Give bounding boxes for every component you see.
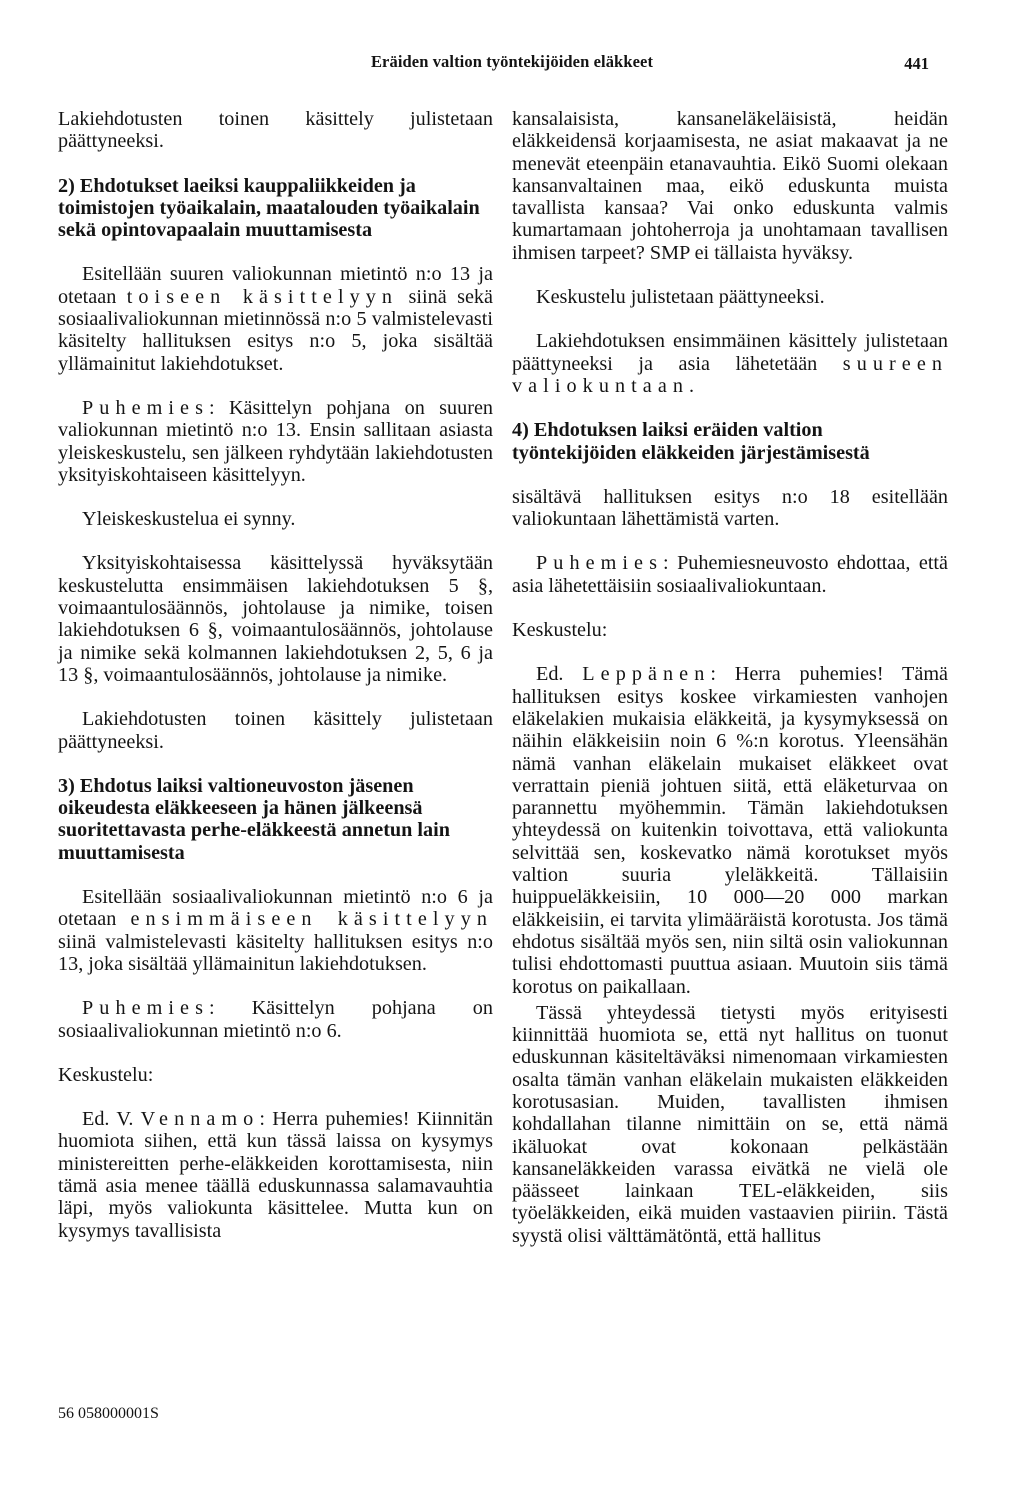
spaced-text: suureen valiokuntaan bbox=[512, 352, 948, 397]
discussion-label: Keskustelu: bbox=[58, 1063, 154, 1086]
text: . bbox=[689, 374, 695, 397]
text: Ed. V. bbox=[82, 1108, 141, 1131]
speaker-name: Puhemies bbox=[536, 552, 663, 575]
discussion-label: Keskustelu: bbox=[512, 619, 608, 642]
text: : Käsittelyn pohjana on sosiaalivaliokunnan mietintö n:o 6. bbox=[58, 997, 493, 1042]
paragraph bbox=[58, 997, 493, 1042]
speaker-name: Puhemies bbox=[82, 997, 209, 1020]
paragraph: kansalaisista, kansaneläkeläisistä, heidän eläkkeidensä korjaamisesta, ne asiat makaavat ja ne menevät eteenpäin etanavauhtia. Eikö Suomi olekaan kansanvaltainen maa, eikö eduskunta muista tavallista kansaa? Vai onko eduskunta valmis kumartamaan johtoherroja ja unohtamaan tavallisen ihmisen tarpeet? SMP ei tällaista hyväksy. bbox=[512, 108, 948, 264]
paragraph bbox=[58, 397, 493, 486]
paragraph: Yksityiskohtaisessa käsittelyssä hyväksytään keskustelutta ensimmäisen lakiehdotuksen 5 §, voimaantulosäännös, johtolause ja nimike, toisen lakiehdotuksen 6 §, voimaantulosäännös, johtolause ja nimike sekä kolmannen lakiehdotuksen 2, 5, 6 ja 13 §, voimaantulosäännös, johtolause ja nimike. bbox=[58, 552, 493, 686]
paragraph bbox=[58, 886, 493, 975]
paragraph bbox=[512, 330, 948, 397]
paragraph: Keskustelu julistetaan päättyneeksi. bbox=[536, 286, 825, 309]
speaker-name: Leppänen bbox=[582, 663, 711, 686]
paragraph bbox=[512, 663, 948, 997]
spaced-text: ensimmäiseen käsittelyyn bbox=[130, 908, 493, 931]
right-column bbox=[512, 108, 948, 1269]
running-title: Eräiden valtion työntekijöiden eläkkeet bbox=[370, 52, 654, 71]
page-number: 441 bbox=[904, 54, 929, 73]
spaced-text: toiseen käsittelyyn bbox=[126, 285, 399, 308]
paragraph bbox=[58, 263, 493, 374]
text: : Käsittelyn pohjana on suuren valiokunnan mietintö n:o 13. Ensin sallitaan asiasta yleiskeskustelu, sen jälkeen ryhdytään lakiehdotusten yksityiskohtaiseen käsittelyyn. bbox=[58, 396, 493, 486]
speaker-name: Vennamo bbox=[140, 1108, 260, 1131]
paragraph: Lakiehdotusten toinen käsittely julistetaan päättyneeksi. bbox=[58, 708, 493, 753]
section-heading: 2) Ehdotukset laeiksi kauppaliikkeiden ja toimistojen työaikalain, maatalouden työaikalain sekä opintovapaalain muuttamisesta bbox=[58, 174, 480, 242]
paragraph: Yleiskeskustelua ei synny. bbox=[82, 508, 296, 531]
page-header bbox=[0, 52, 1024, 82]
section-heading: 4) Ehdotuksen laiksi eräiden valtion työntekijöiden eläkkeiden järjestämisestä bbox=[512, 419, 870, 464]
text: Esitellään suuren valiokunnan mietintö n:o 13 ja otetaan bbox=[58, 263, 493, 308]
footer-signature: 56 058000001S bbox=[58, 1405, 159, 1422]
text: : Herra puhemies! Tämä hallituksen esitys koskee virkamiesten vanhojen eläkelakien mukaisia eläkkeitä, ja kysymyksessä on näihin eläkkeisiin noin 6 %:n korotus. Yleensähän nämä vanhan eläkelain mukaiset eläkkeet ovat verrattain pieniä johtuen siitä, että eläketurvaa on parannettu myöhemmin. Tämän lakiehdotuksen yhteydessä on kuitenkin toivottava, että valiokunta selvittää sen, koskevatko nämä korotukset myös valtion suuria yleläkkeitä. Tällaisiin huippueläkkeisiin, 10 000—20 000 markan eläkkeisiin, ei tarvita ylimääräistä korotusta. Jos tämä ehdotus sisältää myös sen, niin siltä osin valiokunnan tulisi ehdottomasti puuttua asiaan. Muutoin siis tämä korotus on paikallaan. bbox=[512, 663, 948, 998]
text: Ed. bbox=[536, 663, 583, 686]
text: siinä valmistelevasti käsitelty hallituksen esitys n:o 13, joka sisältää yllämainitun lakiehdotuksen. bbox=[58, 930, 493, 975]
paragraph bbox=[58, 1108, 493, 1242]
speaker-name: Puhemies bbox=[82, 396, 209, 419]
text: Esitellään sosiaalivaliokunnan mietintö n:o 6 ja otetaan bbox=[58, 886, 493, 931]
paragraph: sisältävä hallituksen esitys n:o 18 esitellään valiokuntaan lähettämistä varten. bbox=[512, 485, 948, 531]
text: siinä sekä sosiaalivaliokunnan mietinnössä n:o 5 valmistelevasti käsitelty hallituksen esitys n:o 5, joka sisältää yllämainitut lakiehdotukset. bbox=[58, 285, 493, 375]
section-heading: 3) Ehdotus laiksi valtioneuvoston jäsenen oikeudesta eläkkeeseen ja hänen jälkeensä suoritettavasta perhe-eläkkeestä annetun lain muuttamisesta bbox=[58, 774, 450, 864]
text: Lakiehdotuksen ensimmäinen käsittely julistetaan päättyneeksi ja asia lähetetään bbox=[512, 330, 948, 375]
paragraph: Tässä yhteydessä tietysti myös erityisesti kiinnittää huomiota se, että nyt hallitus on tuonut eduskunnan käsiteltäväksi nimenomaan virkamiesten osalta tämän vanhan eläkelain mukaisten eläkkeiden korotusasian. Muiden, tavallisten ihmisen kohdallahan tilanne nimittäin on se, että nämä ikäluokat ovat kokonaan pelkästään kansaneläkkeiden varassa eivätkä ne vielä ole päässeet lainkaan TEL-eläkkeiden, siis työeläkkeiden, eikä muiden vastaavien piiriin. Tästä syystä olisi välttämätöntä, että hallitus bbox=[512, 1001, 948, 1247]
left-column bbox=[58, 108, 493, 1264]
paragraph bbox=[512, 552, 948, 597]
paragraph: Lakiehdotusten toinen käsittely julistetaan päättyneeksi. bbox=[58, 108, 493, 153]
text: : Herra puhemies! Kiinnitän huomiota siihen, että kun tässä laissa on kysymys ministereitten perhe-eläkkeiden korottamisesta, niin tämä asia menee täällä eduskunnassa salamavauhtia läpi, myös valiokunta käsittelee. Mutta kun on kysymys tavallisista bbox=[58, 1108, 493, 1242]
text: : Puhemiesneuvosto ehdottaa, että asia lähetettäisiin sosiaalivaliokuntaan. bbox=[512, 552, 948, 597]
